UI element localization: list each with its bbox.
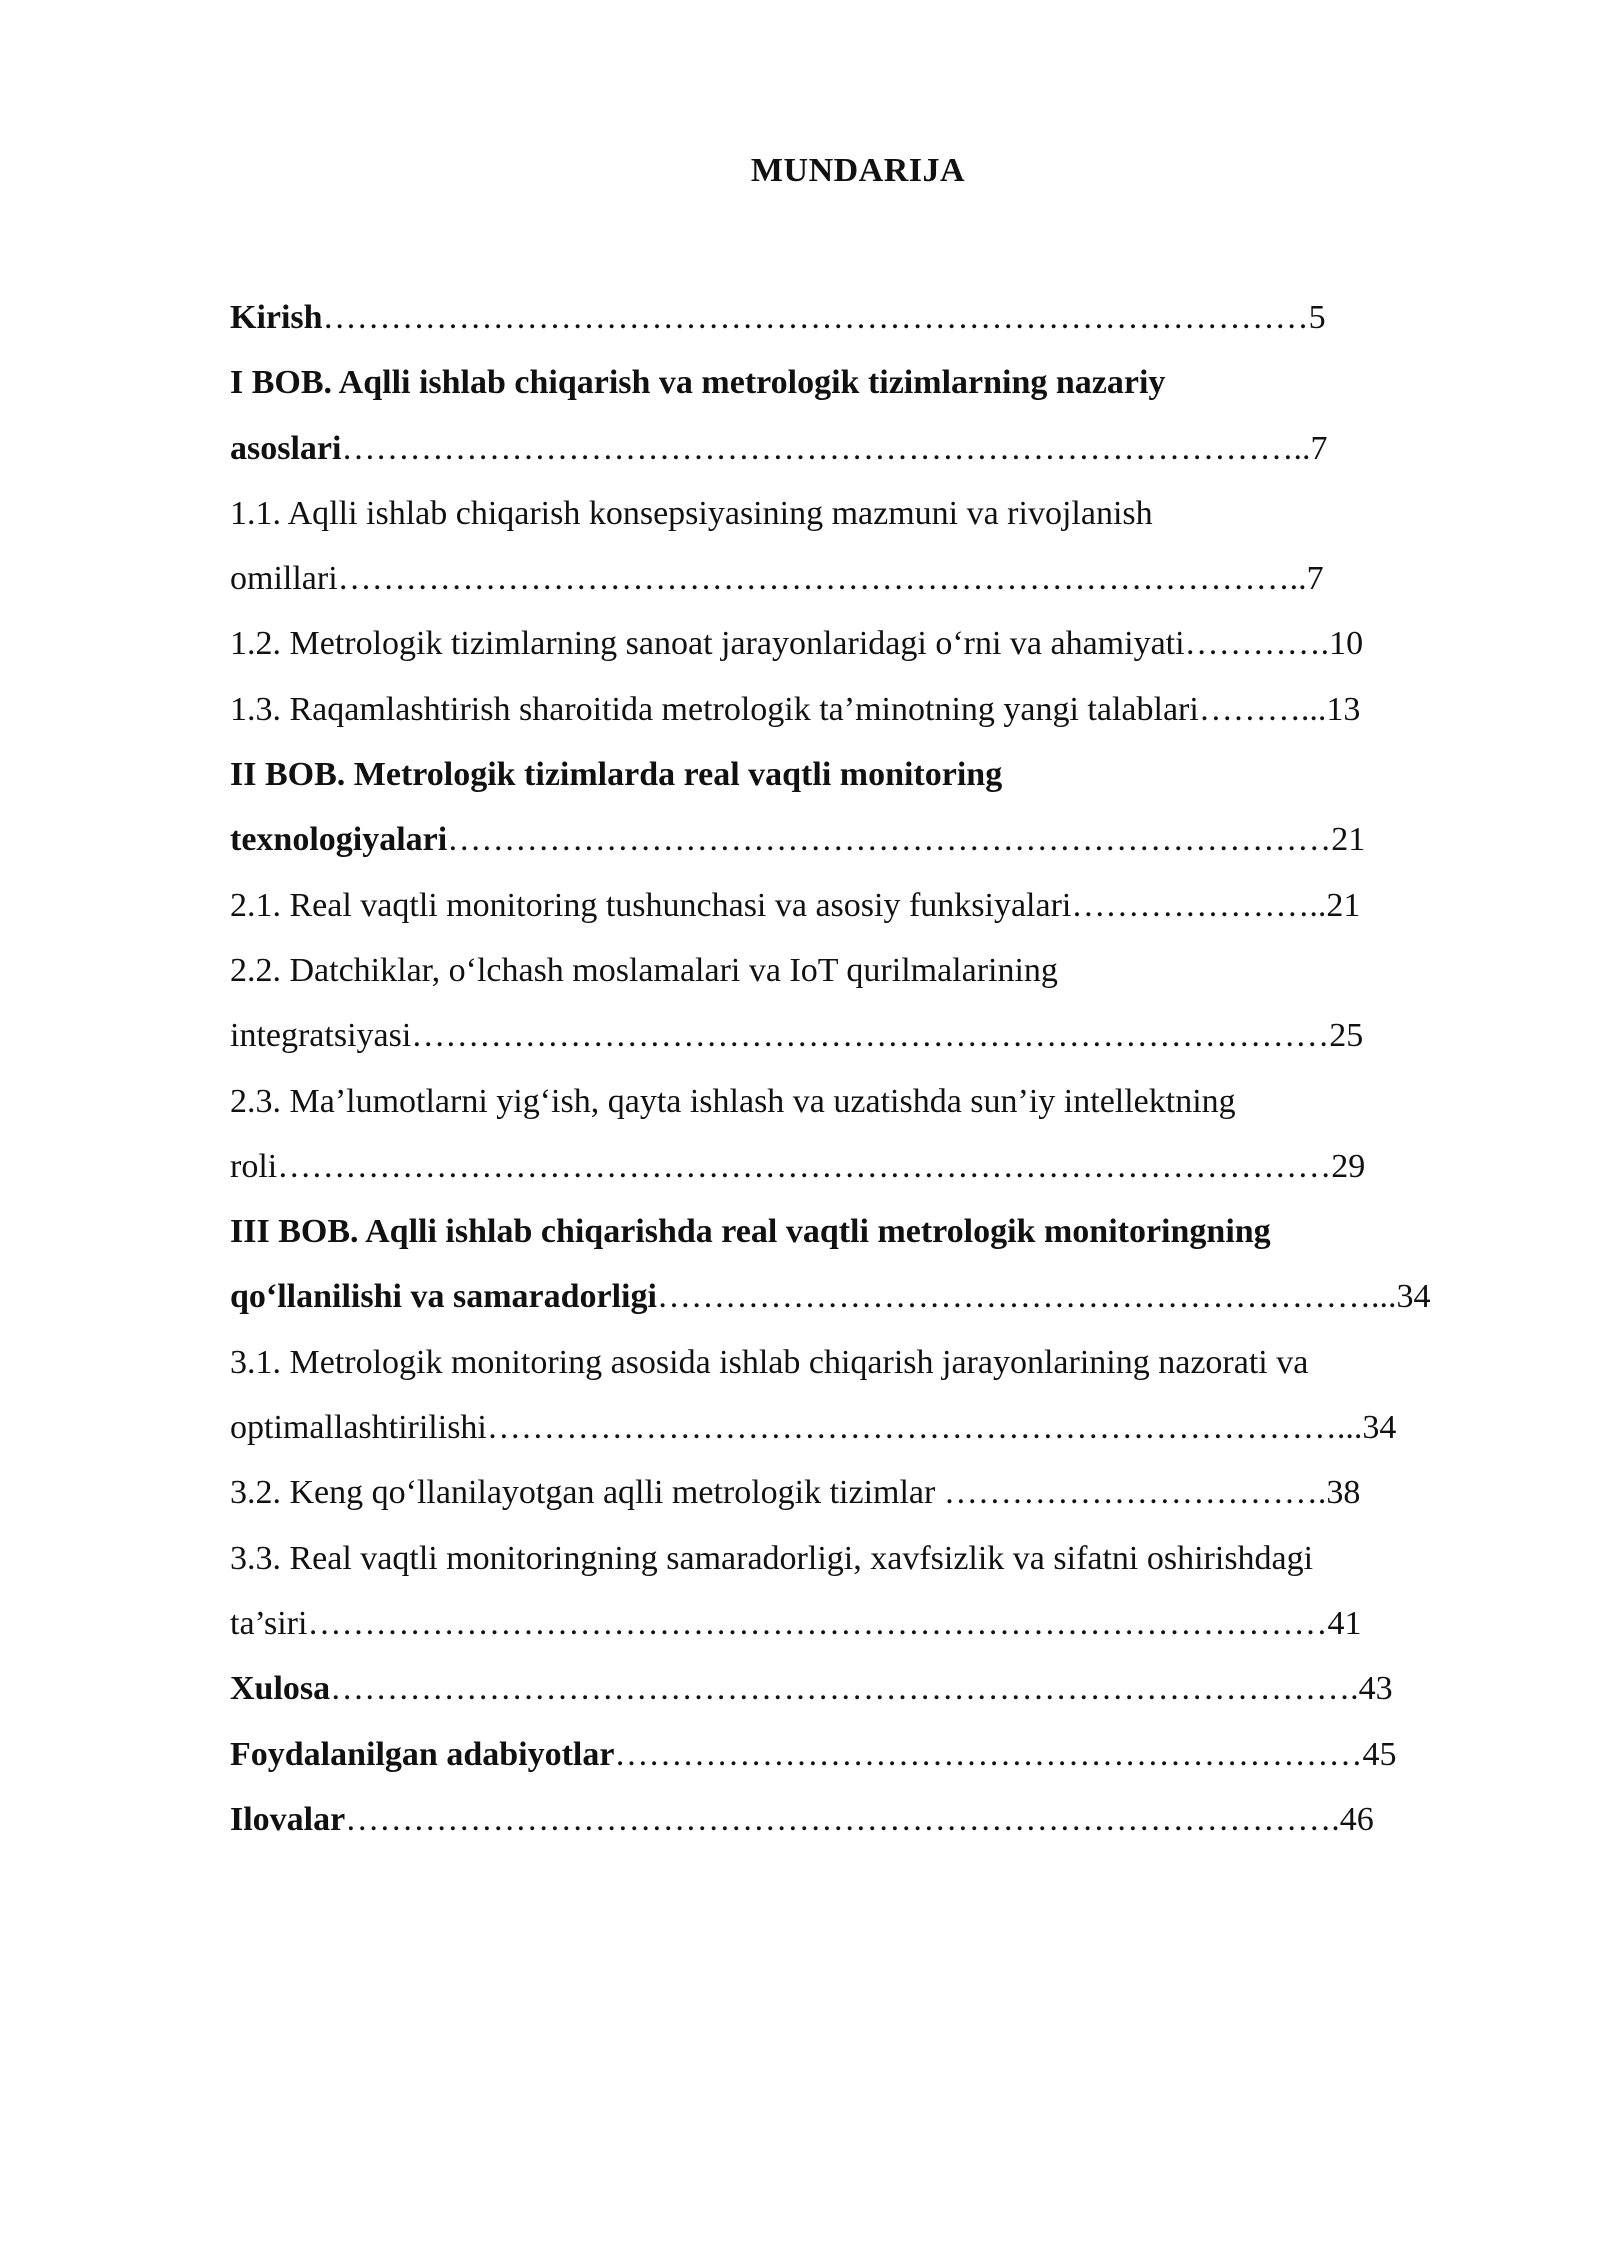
toc-entry-label: roli: [230, 1147, 278, 1185]
toc-line: [230, 1199, 1492, 1264]
toc-line: [230, 1526, 1492, 1591]
toc-entry-label: Kirish: [230, 299, 323, 336]
toc-line: [230, 742, 1492, 807]
toc-dot-leader: …………………………………………………………………………….: [345, 1800, 1340, 1838]
toc-page-number: 21: [1331, 821, 1366, 859]
toc-line: [230, 1003, 1492, 1068]
toc-page-number: 29: [1331, 1147, 1366, 1185]
toc-entry-label: qo‘llanilishi va samaradorligi: [230, 1278, 657, 1316]
toc-page-number: 45: [1362, 1735, 1397, 1773]
toc-dot-leader: …………………………………………………………………………………: [277, 1147, 1332, 1185]
toc-entry-label: 2.3. Ma’lumotlarni yig‘ish, qayta ishlash va uzatishda sun’iy intellektning: [230, 1082, 1236, 1120]
toc-dot-leader: ……………………………………………………………………………….: [330, 1670, 1359, 1708]
toc-line: [230, 285, 1492, 350]
toc-dot-leader: …………………………………………………………: [614, 1735, 1363, 1773]
toc-line: [230, 677, 1492, 742]
toc-line: [230, 350, 1492, 415]
toc-line: [230, 611, 1492, 676]
toc-line: [230, 1395, 1492, 1460]
toc-entry-label: 1.3. Raqamlashtirish sharoitida metrologik ta’minotning yangi talablari: [230, 690, 1199, 728]
toc-line: [230, 1069, 1492, 1134]
toc-entry-label: omillari: [230, 560, 338, 598]
toc-line: [230, 546, 1492, 611]
toc-line: [230, 1787, 1492, 1852]
toc-entry-label: 2.1. Real vaqtli monitoring tushunchasi va asosiy funksiyalari: [230, 886, 1072, 924]
toc-entry-label: II BOB. Metrologik tizimlarda real vaqtli monitoring: [230, 756, 1003, 794]
toc-dot-leader: ………………………………………………………………………: [411, 1017, 1330, 1055]
toc-entry-label: III BOB. Aqlli ishlab chiqarishda real vaqtli metrologik monitoringning: [230, 1213, 1271, 1251]
toc-entry-label: integratsiyasi: [230, 1017, 412, 1055]
toc-entry-label: 3.3. Real vaqtli monitoringning samaradorligi, xavfsizlik va sifatni oshirishdagi: [230, 1539, 1314, 1577]
toc-line: [230, 1656, 1492, 1721]
toc-page-number: 5: [1308, 299, 1326, 336]
page-title: MUNDARIJA: [750, 152, 966, 189]
toc-entry-label: 3.2. Keng qo‘llanilayotgan aqlli metrologik tizimlar: [230, 1474, 944, 1512]
toc-page-number: 41: [1327, 1604, 1362, 1642]
toc-dot-leader: …………………………………………………………………………..: [337, 560, 1307, 598]
toc-entry-label: 1.2. Metrologik tizimlarning sanoat jarayonlaridagi o‘rni va ahamiyati: [230, 625, 1185, 663]
toc-line: [230, 1460, 1492, 1525]
toc-page-number: 7: [1310, 429, 1328, 467]
toc-dot-leader: ………………………………………………………...: [656, 1278, 1397, 1316]
toc-dot-leader: ……………………………………………………………………: [447, 821, 1332, 859]
toc-entry-label: optimallashtirilishi: [230, 1409, 487, 1447]
toc-line: [230, 807, 1492, 872]
toc-page-number: 21: [1326, 886, 1361, 924]
toc-entry-label: 2.2. Datchiklar, o‘lchash moslamalari va IoT qurilmalarining: [230, 951, 1058, 989]
toc-entry-label: 3.1. Metrologik monitoring asosida ishlab chiqarish jarayonlarining nazorati va: [230, 1343, 1309, 1381]
toc-entry-label: Xulosa: [230, 1670, 331, 1708]
toc-dot-leader: …………………..: [1071, 886, 1327, 924]
toc-dot-leader: …………………………….: [943, 1474, 1327, 1512]
toc-line: [230, 873, 1492, 938]
toc-entry-label: 1.1. Aqlli ishlab chiqarish konsepsiyasining mazmuni va rivojlanish: [230, 494, 1153, 532]
toc-dot-leader: ………….: [1184, 625, 1330, 663]
toc-line: [230, 481, 1492, 546]
toc-entry-label: texnologiyalari: [230, 821, 448, 859]
toc-entry-label: asoslari: [230, 429, 342, 467]
toc-line: [230, 416, 1492, 481]
toc-page-number: 38: [1326, 1474, 1361, 1512]
toc-line: [230, 938, 1492, 1003]
toc-page-number: 13: [1326, 690, 1361, 728]
toc-line: [230, 1134, 1492, 1199]
toc-line: [230, 1591, 1492, 1656]
toc-page-number: 34: [1396, 1278, 1431, 1316]
toc-page-number: 25: [1329, 1017, 1364, 1055]
toc-dot-leader: ………...: [1198, 690, 1327, 728]
toc-dot-leader: ………………………………………………………………………………: [307, 1604, 1328, 1642]
toc-line: [230, 1330, 1492, 1395]
toc-entry-label: I BOB. Aqlli ishlab chiqarish va metrologik tizimlarning nazariy: [230, 364, 1166, 402]
toc-page-number: 43: [1358, 1670, 1393, 1708]
toc-line: [230, 1264, 1492, 1329]
toc-page-number: 46: [1339, 1800, 1374, 1838]
toc-page-number: 34: [1362, 1409, 1397, 1447]
toc-entry-label: Ilovalar: [230, 1800, 346, 1838]
toc-dot-leader: …………………………………………………………………………..: [341, 429, 1311, 467]
toc-entry-label: ta’siri: [230, 1604, 308, 1642]
toc-dot-leader: …………………………………………………………………...: [486, 1409, 1363, 1447]
table-of-contents: [230, 285, 1492, 1852]
toc-line: [230, 1722, 1492, 1787]
toc-dot-leader: ……………………………………………………………………………: [322, 299, 1309, 336]
toc-page-number: 7: [1306, 560, 1324, 598]
toc-entry-label: Foydalanilgan adabiyotlar: [230, 1735, 615, 1773]
toc-page-number: 10: [1329, 625, 1364, 663]
